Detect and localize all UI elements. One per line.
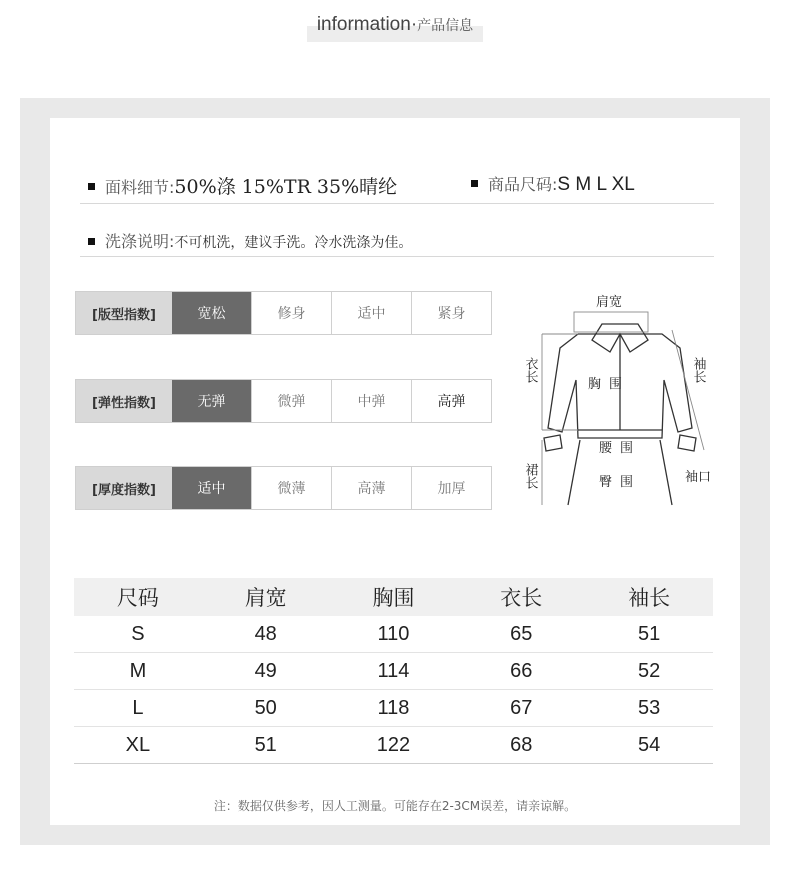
table-cell: 51 bbox=[585, 616, 713, 653]
scale-option: 紧身 bbox=[411, 292, 491, 334]
diagram-chest-label: 胸围 bbox=[587, 377, 631, 392]
table-row bbox=[74, 653, 713, 690]
diagram-cuff-label: 袖口 bbox=[685, 470, 712, 485]
fabric-line bbox=[88, 172, 397, 199]
col-header: 胸围 bbox=[330, 578, 458, 616]
scale-label: [厚度指数] bbox=[76, 467, 172, 509]
table-row bbox=[74, 690, 713, 727]
washing-value: 不可机洗，建议手洗。冷水洗涤为佳。 bbox=[174, 235, 413, 251]
table-cell: 49 bbox=[202, 653, 330, 690]
measurement-diagram bbox=[520, 290, 720, 510]
table-cell: L bbox=[74, 690, 202, 727]
size-table bbox=[74, 578, 713, 764]
scale-option: 高弹 bbox=[411, 380, 491, 422]
bullet-icon bbox=[88, 238, 95, 245]
washing-label: 洗涤说明: bbox=[105, 232, 175, 251]
scale-option: 适中 bbox=[172, 467, 251, 509]
cuff-left bbox=[544, 435, 562, 451]
diagram-shoulder-label: 肩宽 bbox=[595, 295, 623, 310]
table-cell: 122 bbox=[330, 727, 458, 764]
bullet-icon bbox=[88, 183, 95, 190]
diagram-hip-label: 臀围 bbox=[598, 475, 642, 490]
table-cell: 114 bbox=[330, 653, 458, 690]
scale-option: 中弹 bbox=[331, 380, 411, 422]
table-cell: XL bbox=[74, 727, 202, 764]
table-row bbox=[74, 727, 713, 764]
table-cell: M bbox=[74, 653, 202, 690]
table-cell: 65 bbox=[457, 616, 585, 653]
col-header: 尺码 bbox=[74, 578, 202, 616]
section-header bbox=[0, 14, 790, 36]
scale-label: [版型指数] bbox=[76, 292, 172, 334]
fabric-label: 面料细节: bbox=[105, 178, 175, 197]
divider bbox=[80, 256, 714, 257]
table-cell: 53 bbox=[585, 690, 713, 727]
table-cell: 54 bbox=[585, 727, 713, 764]
table-cell: 110 bbox=[330, 616, 458, 653]
col-header: 袖长 bbox=[585, 578, 713, 616]
fabric-value: 50%涤 15%TR 35%晴纶 bbox=[174, 176, 398, 198]
table-cell: 48 bbox=[202, 616, 330, 653]
scale-option: 宽松 bbox=[172, 292, 251, 334]
washing-line bbox=[88, 229, 412, 252]
scale-option: 适中 bbox=[331, 292, 411, 334]
col-header: 衣长 bbox=[457, 578, 585, 616]
diagram-skirt-length-label: 裙长 bbox=[522, 463, 538, 489]
col-header: 肩宽 bbox=[202, 578, 330, 616]
cuff-right bbox=[678, 435, 696, 451]
table-cell: 50 bbox=[202, 690, 330, 727]
scale-option: 加厚 bbox=[411, 467, 491, 509]
scale-option: 修身 bbox=[251, 292, 331, 334]
scale-option: 高薄 bbox=[331, 467, 411, 509]
shoulder-guide bbox=[574, 312, 648, 332]
table-cell: 51 bbox=[202, 727, 330, 764]
header-en: information· bbox=[316, 14, 418, 35]
diagram-sleeve-label: 袖长 bbox=[690, 357, 706, 383]
table-row bbox=[74, 616, 713, 653]
scale-option: 微弹 bbox=[251, 380, 331, 422]
scale-option: 微薄 bbox=[251, 467, 331, 509]
table-cell: S bbox=[74, 616, 202, 653]
size-codes-value: S M L XL bbox=[557, 174, 635, 195]
scale-label: [弹性指数] bbox=[76, 380, 172, 422]
table-cell: 66 bbox=[457, 653, 585, 690]
thickness-index-scale bbox=[75, 466, 492, 510]
table-cell: 52 bbox=[585, 653, 713, 690]
scale-option: 无弹 bbox=[172, 380, 251, 422]
divider bbox=[80, 203, 714, 204]
elasticity-index-scale bbox=[75, 379, 492, 423]
header-cn: 产品信息 bbox=[417, 18, 474, 34]
fit-index-scale bbox=[75, 291, 492, 335]
table-cell: 67 bbox=[457, 690, 585, 727]
size-codes-line bbox=[471, 172, 635, 196]
bullet-icon bbox=[471, 180, 478, 187]
sleeve-guide bbox=[672, 330, 704, 450]
disclaimer-note: 注：数据仅供参考，因人工测量。可能存在2-3CM误差，请亲谅解。 bbox=[213, 799, 577, 813]
diagram-waist-label: 腰围 bbox=[598, 441, 642, 456]
table-cell: 68 bbox=[457, 727, 585, 764]
size-codes-label: 商品尺码: bbox=[488, 175, 558, 194]
table-cell: 118 bbox=[330, 690, 458, 727]
size-table-header bbox=[74, 578, 713, 616]
diagram-length-label: 衣长 bbox=[522, 357, 538, 383]
